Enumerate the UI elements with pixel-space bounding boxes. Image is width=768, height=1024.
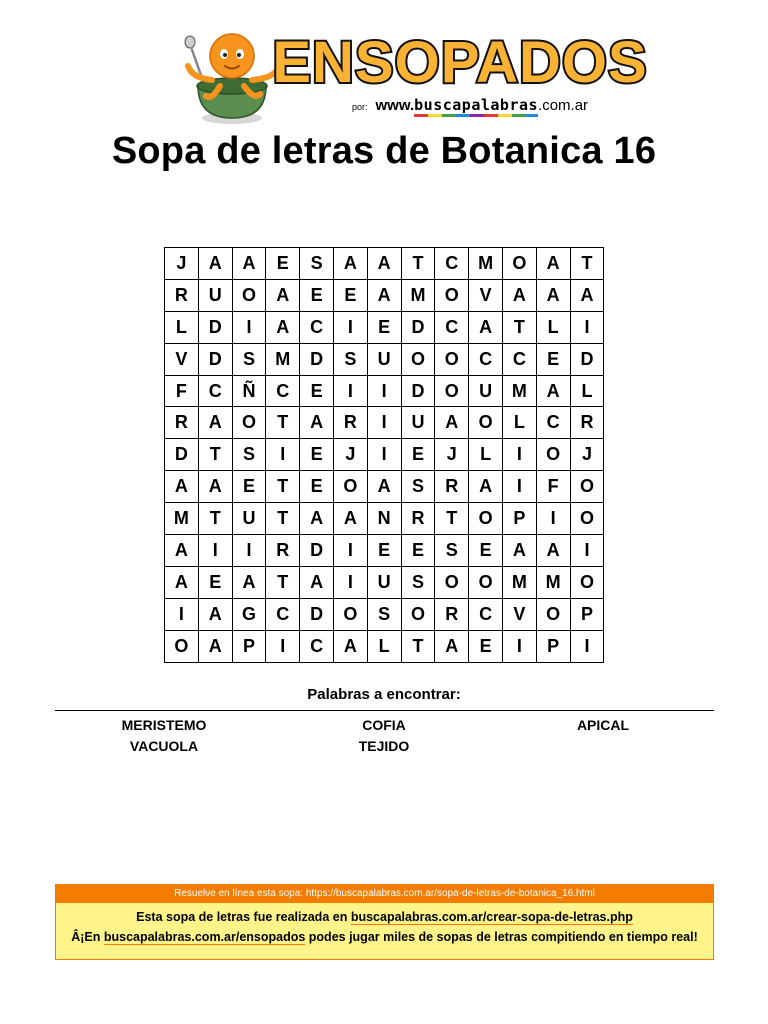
- grid-cell[interactable]: A: [232, 566, 266, 598]
- grid-cell[interactable]: A: [536, 535, 570, 567]
- grid-cell[interactable]: I: [165, 598, 199, 630]
- grid-cell[interactable]: A: [502, 535, 536, 567]
- grid-cell[interactable]: R: [165, 407, 199, 439]
- grid-row: [165, 311, 604, 343]
- grid-cell[interactable]: A: [333, 503, 367, 535]
- grid-cell[interactable]: A: [165, 566, 199, 598]
- grid-cell[interactable]: M: [165, 503, 199, 535]
- grid-cell[interactable]: M: [502, 566, 536, 598]
- grid-cell[interactable]: A: [300, 566, 334, 598]
- grid-cell[interactable]: E: [469, 630, 503, 662]
- grid-cell[interactable]: T: [266, 407, 300, 439]
- grid-cell[interactable]: S: [333, 343, 367, 375]
- grid-cell[interactable]: E: [333, 279, 367, 311]
- grid-cell[interactable]: I: [266, 630, 300, 662]
- byline-por: por:: [352, 102, 368, 112]
- grid-cell[interactable]: T: [401, 248, 435, 280]
- grid-cell[interactable]: A: [469, 471, 503, 503]
- grid-cell[interactable]: A: [165, 535, 199, 567]
- grid-cell[interactable]: A: [536, 279, 570, 311]
- grid-cell[interactable]: I: [570, 311, 604, 343]
- grid-cell[interactable]: A: [266, 279, 300, 311]
- grid-cell[interactable]: A: [502, 279, 536, 311]
- grid-cell[interactable]: C: [266, 375, 300, 407]
- grid-cell[interactable]: I: [367, 439, 401, 471]
- grid-cell[interactable]: O: [435, 279, 469, 311]
- grid-cell[interactable]: R: [333, 407, 367, 439]
- grid-cell[interactable]: O: [570, 471, 604, 503]
- grid-cell[interactable]: S: [401, 471, 435, 503]
- grid-cell[interactable]: P: [536, 630, 570, 662]
- grid-cell[interactable]: O: [435, 375, 469, 407]
- grid-cell[interactable]: P: [502, 503, 536, 535]
- grid-cell[interactable]: D: [198, 311, 232, 343]
- grid-cell[interactable]: C: [502, 343, 536, 375]
- grid-cell[interactable]: C: [300, 630, 334, 662]
- grid-cell[interactable]: E: [367, 535, 401, 567]
- grid-cell[interactable]: I: [333, 535, 367, 567]
- grid-cell[interactable]: J: [570, 439, 604, 471]
- grid-cell[interactable]: T: [266, 471, 300, 503]
- footer-line-1-text: Esta sopa de letras fue realizada en: [136, 910, 351, 924]
- grid-cell[interactable]: E: [300, 279, 334, 311]
- grid-cell[interactable]: A: [570, 279, 604, 311]
- grid-cell[interactable]: D: [300, 535, 334, 567]
- byline-domain: .com.ar: [538, 97, 589, 114]
- grid-cell[interactable]: M: [401, 279, 435, 311]
- grid-row: [165, 471, 604, 503]
- grid-cell[interactable]: R: [570, 407, 604, 439]
- grid-cell[interactable]: O: [401, 598, 435, 630]
- grid-cell[interactable]: O: [469, 407, 503, 439]
- grid-cell[interactable]: I: [232, 311, 266, 343]
- grid-cell[interactable]: I: [232, 535, 266, 567]
- grid-cell[interactable]: R: [435, 598, 469, 630]
- grid-cell[interactable]: E: [266, 248, 300, 280]
- grid-cell[interactable]: E: [232, 471, 266, 503]
- grid-cell[interactable]: D: [401, 311, 435, 343]
- grid-cell[interactable]: A: [367, 279, 401, 311]
- grid-cell[interactable]: J: [333, 439, 367, 471]
- divider: [55, 710, 714, 711]
- grid-cell[interactable]: L: [165, 311, 199, 343]
- grid-cell[interactable]: I: [502, 630, 536, 662]
- grid-cell[interactable]: A: [198, 471, 232, 503]
- grid-cell[interactable]: A: [198, 598, 232, 630]
- grid-cell[interactable]: S: [401, 566, 435, 598]
- grid-cell[interactable]: C: [536, 407, 570, 439]
- grid-row: [165, 598, 604, 630]
- grid-cell[interactable]: I: [367, 375, 401, 407]
- grid-cell[interactable]: A: [536, 375, 570, 407]
- grid-cell[interactable]: I: [502, 439, 536, 471]
- grid-cell[interactable]: O: [570, 566, 604, 598]
- grid-cell[interactable]: V: [469, 279, 503, 311]
- grid-cell[interactable]: I: [570, 630, 604, 662]
- grid-cell[interactable]: A: [367, 471, 401, 503]
- grid-cell[interactable]: S: [435, 535, 469, 567]
- grid-cell[interactable]: G: [232, 598, 266, 630]
- grid-cell[interactable]: A: [198, 407, 232, 439]
- grid-cell[interactable]: U: [198, 279, 232, 311]
- footer-line-1: [56, 910, 713, 924]
- grid-cell[interactable]: J: [435, 439, 469, 471]
- grid-cell[interactable]: R: [165, 279, 199, 311]
- grid-cell[interactable]: L: [502, 407, 536, 439]
- grid-cell[interactable]: A: [198, 248, 232, 280]
- word-item: APICAL: [576, 717, 630, 733]
- ensopados-link[interactable]: buscapalabras.com.ar/ensopados: [103, 930, 306, 944]
- grid-cell[interactable]: A: [266, 311, 300, 343]
- grid-cell[interactable]: T: [435, 503, 469, 535]
- footer-box: [55, 884, 714, 960]
- grid-cell[interactable]: V: [502, 598, 536, 630]
- grid-cell[interactable]: A: [198, 630, 232, 662]
- logo-text: ENSOPADOS: [272, 30, 648, 95]
- grid-cell[interactable]: J: [165, 248, 199, 280]
- grid-cell[interactable]: A: [367, 248, 401, 280]
- grid-cell[interactable]: O: [570, 503, 604, 535]
- grid-row: [165, 439, 604, 471]
- grid-cell[interactable]: A: [232, 248, 266, 280]
- grid-row: [165, 503, 604, 535]
- grid-cell[interactable]: I: [333, 375, 367, 407]
- grid-cell[interactable]: F: [165, 375, 199, 407]
- word-item: VACUOLA: [129, 738, 199, 754]
- grid-cell[interactable]: I: [367, 407, 401, 439]
- grid-cell[interactable]: A: [469, 311, 503, 343]
- grid-cell[interactable]: T: [198, 503, 232, 535]
- grid-cell[interactable]: F: [536, 471, 570, 503]
- grid-row: [165, 566, 604, 598]
- grid-cell[interactable]: L: [367, 630, 401, 662]
- grid-cell[interactable]: D: [401, 375, 435, 407]
- footer-online-link[interactable]: Resuelve en línea esta sopa: https://buscapalabras.com.ar/sopa-de-letras-de-botanica_16.html: [56, 885, 713, 903]
- grid-cell[interactable]: V: [165, 343, 199, 375]
- grid-cell[interactable]: S: [300, 248, 334, 280]
- grid-row: [165, 375, 604, 407]
- grid-cell[interactable]: O: [502, 248, 536, 280]
- grid-cell[interactable]: P: [232, 630, 266, 662]
- grid-cell[interactable]: O: [469, 503, 503, 535]
- grid-cell[interactable]: M: [266, 343, 300, 375]
- grid-cell[interactable]: Ñ: [232, 375, 266, 407]
- grid-cell[interactable]: O: [435, 343, 469, 375]
- grid-cell[interactable]: A: [435, 630, 469, 662]
- grid-row: [165, 279, 604, 311]
- grid-cell[interactable]: D: [300, 343, 334, 375]
- grid-cell[interactable]: D: [165, 439, 199, 471]
- grid-cell[interactable]: L: [536, 311, 570, 343]
- grid-cell[interactable]: T: [266, 566, 300, 598]
- ensopados-logo: [272, 22, 648, 102]
- grid-cell[interactable]: I: [570, 535, 604, 567]
- grid-cell[interactable]: I: [333, 311, 367, 343]
- grid-cell[interactable]: U: [367, 343, 401, 375]
- grid-cell[interactable]: A: [333, 248, 367, 280]
- octopus-in-pot-icon: [182, 30, 282, 126]
- byline: [352, 96, 588, 114]
- grid-cell[interactable]: C: [266, 598, 300, 630]
- grid-row: [165, 630, 604, 662]
- grid-cell[interactable]: A: [435, 407, 469, 439]
- grid-cell[interactable]: L: [469, 439, 503, 471]
- grid-cell[interactable]: E: [300, 439, 334, 471]
- grid-cell[interactable]: T: [502, 311, 536, 343]
- grid-cell[interactable]: E: [300, 471, 334, 503]
- grid-cell[interactable]: O: [536, 439, 570, 471]
- page-title: Sopa de letras de Botanica 16: [111, 130, 657, 172]
- grid-cell[interactable]: O: [232, 407, 266, 439]
- grid-cell[interactable]: C: [435, 248, 469, 280]
- grid-cell[interactable]: C: [469, 598, 503, 630]
- footer-line-2-post: podes jugar miles de sopas de letras compitiendo en tiempo real!: [305, 930, 698, 944]
- byline-brand[interactable]: buscapalabras: [414, 96, 539, 114]
- grid-cell[interactable]: E: [401, 535, 435, 567]
- grid-cell[interactable]: M: [469, 248, 503, 280]
- grid-cell[interactable]: S: [232, 439, 266, 471]
- grid-cell[interactable]: M: [536, 566, 570, 598]
- grid-cell[interactable]: E: [367, 311, 401, 343]
- grid-cell[interactable]: E: [401, 439, 435, 471]
- grid-cell[interactable]: O: [333, 598, 367, 630]
- grid-cell[interactable]: N: [367, 503, 401, 535]
- grid-cell[interactable]: U: [232, 503, 266, 535]
- grid-cell[interactable]: C: [469, 343, 503, 375]
- word-item: MERISTEMO: [121, 717, 207, 733]
- grid-cell[interactable]: O: [333, 471, 367, 503]
- grid-cell[interactable]: C: [198, 375, 232, 407]
- grid-cell[interactable]: C: [300, 311, 334, 343]
- grid-cell[interactable]: T: [570, 248, 604, 280]
- create-puzzle-link[interactable]: buscapalabras.com.ar/crear-sopa-de-letras.php: [350, 910, 633, 924]
- grid-cell[interactable]: O: [469, 566, 503, 598]
- words-heading: Palabras a encontrar:: [307, 686, 461, 703]
- footer-line-2-pre: Â¡En: [71, 930, 104, 944]
- grid-cell[interactable]: D: [570, 343, 604, 375]
- grid-cell[interactable]: D: [300, 598, 334, 630]
- grid-cell[interactable]: S: [232, 343, 266, 375]
- grid-cell[interactable]: O: [232, 279, 266, 311]
- grid-cell[interactable]: O: [536, 598, 570, 630]
- grid-cell[interactable]: I: [536, 503, 570, 535]
- grid-cell[interactable]: I: [333, 566, 367, 598]
- grid-row: [165, 343, 604, 375]
- grid-cell[interactable]: A: [300, 407, 334, 439]
- word-search-grid: [164, 247, 604, 663]
- grid-cell[interactable]: E: [536, 343, 570, 375]
- word-item: TEJIDO: [358, 738, 410, 754]
- byline-www: www.: [375, 97, 415, 114]
- grid-cell[interactable]: T: [401, 630, 435, 662]
- grid-row: [165, 248, 604, 280]
- grid-cell[interactable]: U: [469, 375, 503, 407]
- grid-cell[interactable]: I: [266, 439, 300, 471]
- grid-cell[interactable]: S: [367, 598, 401, 630]
- word-item: COFIA: [362, 717, 406, 733]
- grid-cell[interactable]: T: [198, 439, 232, 471]
- grid-cell[interactable]: A: [333, 630, 367, 662]
- grid-cell[interactable]: A: [536, 248, 570, 280]
- grid-cell[interactable]: E: [198, 566, 232, 598]
- footer-line-2: [56, 930, 713, 944]
- grid-cell[interactable]: C: [435, 311, 469, 343]
- grid-cell[interactable]: L: [570, 375, 604, 407]
- grid-cell[interactable]: I: [198, 535, 232, 567]
- grid-cell[interactable]: E: [469, 535, 503, 567]
- grid-cell[interactable]: I: [502, 471, 536, 503]
- grid-cell[interactable]: E: [300, 375, 334, 407]
- grid-cell[interactable]: P: [570, 598, 604, 630]
- grid-cell[interactable]: M: [502, 375, 536, 407]
- grid-cell[interactable]: A: [300, 503, 334, 535]
- grid-cell[interactable]: O: [165, 630, 199, 662]
- grid-cell[interactable]: D: [198, 343, 232, 375]
- grid-cell[interactable]: O: [401, 343, 435, 375]
- grid-cell[interactable]: R: [401, 503, 435, 535]
- grid-row: [165, 535, 604, 567]
- grid-cell[interactable]: R: [435, 471, 469, 503]
- grid-cell[interactable]: U: [367, 566, 401, 598]
- grid-cell[interactable]: U: [401, 407, 435, 439]
- grid-cell[interactable]: A: [165, 471, 199, 503]
- grid-cell[interactable]: R: [266, 535, 300, 567]
- grid-cell[interactable]: T: [266, 503, 300, 535]
- grid-cell[interactable]: O: [435, 566, 469, 598]
- grid-row: [165, 407, 604, 439]
